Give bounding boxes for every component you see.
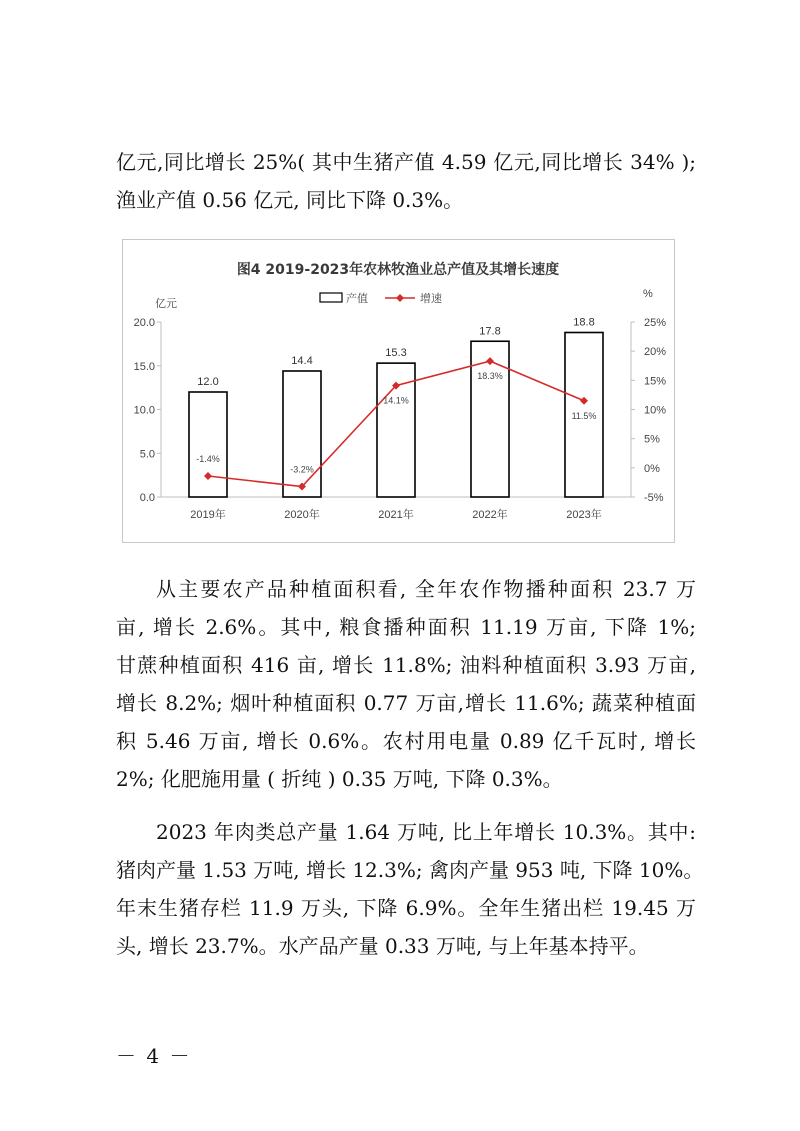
chart-title: 图4 2019-2023年农林牧渔业总产值及其增长速度 <box>236 262 560 278</box>
text-line: 年末生猪存栏 11.9 万头, 下降 6.9%。全年生猪出栏 19.45 万 <box>116 896 696 920</box>
bar-value-label: 12.0 <box>197 376 219 388</box>
x-tick-label: 2023年 <box>566 509 602 521</box>
page-number: － 4 － <box>116 1044 192 1068</box>
growth-value-label: 11.5% <box>571 410 597 421</box>
chart-output-value-growth <box>122 239 675 543</box>
y-right-tick-label: 15% <box>644 375 667 388</box>
text-line: 亩, 增长 2.6%。其中, 粮食播种面积 11.19 万亩, 下降 1%; <box>116 615 696 639</box>
text-line: 积 5.46 万亩, 增长 0.6%。农村用电量 0.89 亿千瓦时, 增长 <box>116 729 696 753</box>
text-line: 增长 8.2%; 烟叶种植面积 0.77 万亩,增长 11.6%; 蔬菜种植面 <box>116 691 696 715</box>
growth-value-label: -1.4% <box>196 454 220 464</box>
x-tick-label: 2020年 <box>284 509 320 521</box>
y-right-tick-label: 25% <box>644 317 667 329</box>
y-left-tick-label: 0.0 <box>139 492 155 504</box>
text-line: 头, 增长 23.7%。水产品产量 0.33 万吨, 与上年基本持平。 <box>116 934 649 958</box>
x-tick-label: 2019年 <box>190 509 226 521</box>
bar-value-label: 17.8 <box>479 325 501 338</box>
x-tick-label: 2021年 <box>378 509 414 521</box>
bar-value-label: 18.8 <box>573 316 595 329</box>
growth-value-label: 18.3% <box>477 371 503 382</box>
y-right-tick-label: 10% <box>644 404 667 417</box>
y-left-tick-label: 20.0 <box>133 317 155 329</box>
text-line: 猪肉产量 1.53 万吨, 增长 12.3%; 禽肉产量 953 吨, 下降 10%。 <box>116 858 704 882</box>
y-right-tick-label: 5% <box>644 433 660 446</box>
paragraph-output-value <box>116 143 696 219</box>
bar-1 <box>189 392 227 497</box>
chart-svg <box>123 240 674 542</box>
text-line: 亿元,同比增长 25%( 其中生猪产值 4.59 亿元,同比增长 34% ); <box>116 150 696 174</box>
text-line: 2023 年肉类总产量 1.64 万吨, 比上年增长 10.3%。其中: <box>156 820 696 844</box>
text-line: 甘蔗种植面积 416 亩, 增长 11.8%; 油料种植面积 3.93 万亩, <box>116 653 696 677</box>
text-line: 2%; 化肥施用量 ( 折纯 ) 0.35 万吨, 下降 0.3%。 <box>116 767 563 791</box>
y-left-tick-label: 5.0 <box>139 448 155 461</box>
paragraph-planting-area <box>116 570 696 798</box>
y-left-tick-label: 15.0 <box>133 360 155 373</box>
legend-swatch-bar <box>320 293 342 302</box>
y-axis-right-title: % <box>643 288 653 300</box>
paragraph-meat-output <box>116 813 704 965</box>
bar-value-label: 15.3 <box>385 347 407 360</box>
growth-value-label: 14.1% <box>383 395 409 406</box>
legend-label-bar: 产值 <box>346 293 368 305</box>
legend-label-line: 增速 <box>420 293 442 305</box>
y-axis-left-title: 亿元 <box>155 298 177 310</box>
y-right-tick-label: 0% <box>644 462 660 475</box>
bar-2 <box>283 371 321 497</box>
text-line: 从主要农产品种植面积看, 全年农作物播种面积 23.7 万 <box>156 577 696 601</box>
y-left-tick-label: 10.0 <box>133 404 155 417</box>
x-tick-label: 2022年 <box>472 509 508 521</box>
growth-value-label: -3.2% <box>290 464 314 475</box>
text-line: 渔业产值 0.56 亿元, 同比下降 0.3%。 <box>116 188 464 212</box>
legend-marker-line <box>396 294 404 302</box>
bar-value-label: 14.4 <box>291 355 313 367</box>
y-right-tick-label: 20% <box>644 346 667 359</box>
y-right-tick-label: -5% <box>644 492 664 504</box>
